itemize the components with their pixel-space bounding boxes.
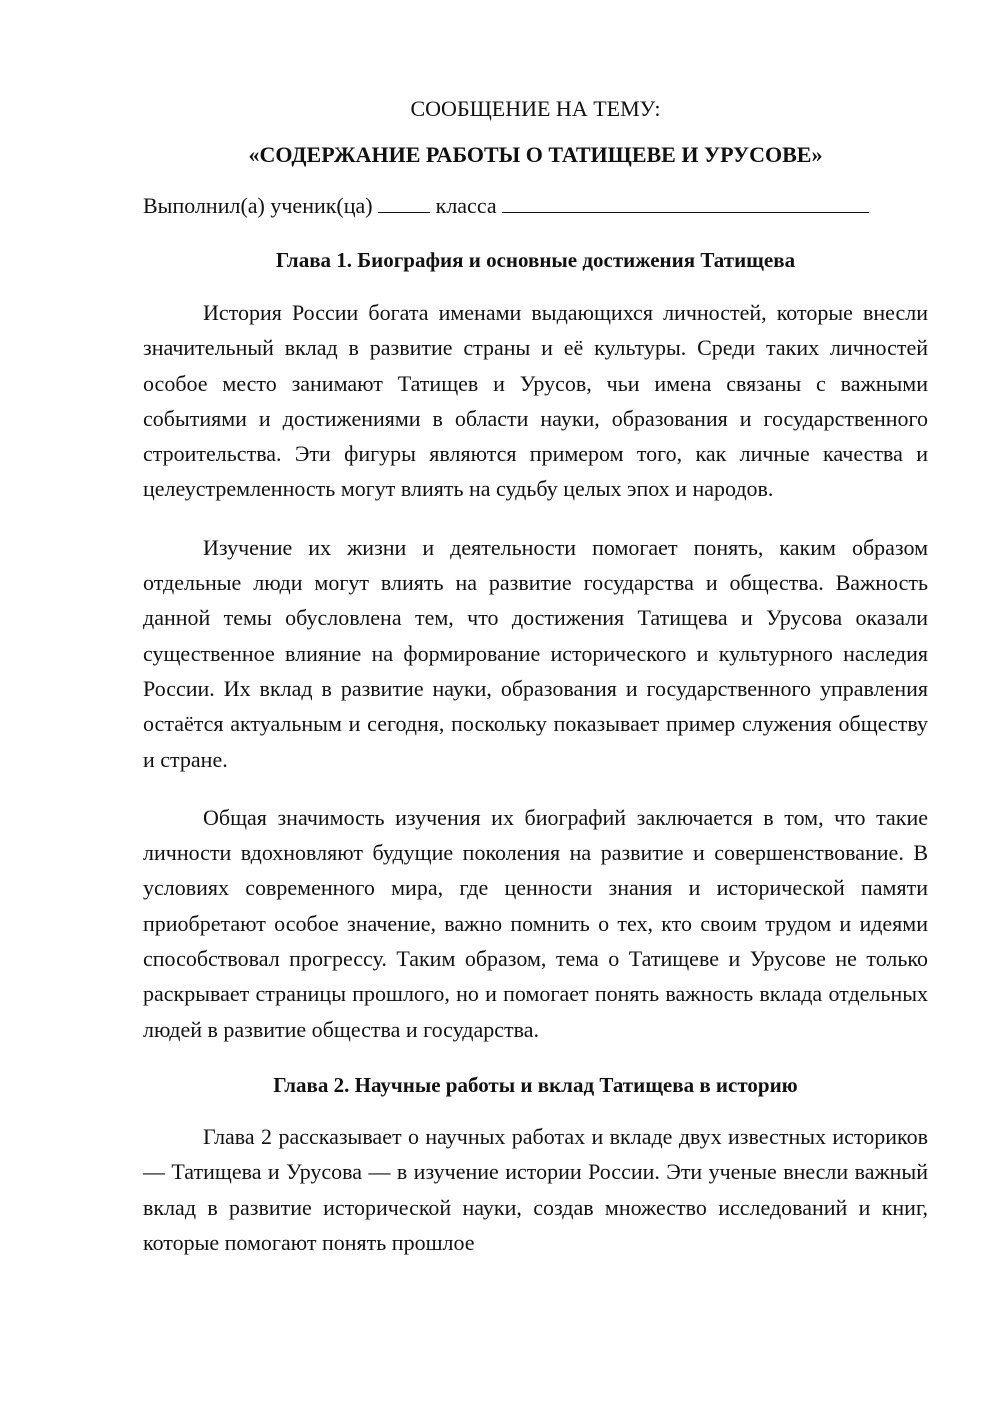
grade-blank [378,190,430,213]
author-line [143,189,928,223]
chapter2-title: Глава 2. Научные работы и вклад Татищева в историю [273,1072,798,1097]
chapter1-paragraph-1: История России богата именами выдающихся личностей, которые внесли значительный вклад в развитие страны и её культуры. Среди таких личностей особое место занимают Татищев и Урусов, чьи имена связаны с важными событиями и достижениями в области науки, образования и государственного строительства. Эти фигуры являются примером того, как личные качества и целеустремленность могут влиять на судьбу целых эпох и народов. [143,300,928,502]
class-name-blank [502,190,869,213]
class-label: класса [435,193,497,218]
author-prefix: Выполнил(а) ученик(ца) [143,193,373,218]
document-heading-line1: СООБЩЕНИЕ НА ТЕМУ: [410,96,661,121]
chapter1-paragraph-2: Изучение их жизни и деятельности помогает понять, каким образом отдельные люди могут влиять на развитие государства и общества. Важность данной темы обусловлена тем, что достижения Татищева и Урусова оказали существенное влияние на формирование исторического и культурного наследия России. Их вклад в развитие науки, образования и государственного управления остаётся актуальным и сегодня, поскольку показывает пример служения обществу и стране. [143,534,928,772]
chapter2-paragraph-1: Глава 2 рассказывает о научных работах и вкладе двух известных историков — Татищева и Урусова — в изучение истории России. Эти ученые внесли важный вклад в развитие исторической науки, создав множество исследований и книг, которые помогают понять прошлое [143,1123,928,1255]
document-body [143,92,928,1260]
chapter1-paragraph-3: Общая значимость изучения их биографий заключается в том, что такие личности вдохновляют будущие поколения на развитие и совершенствование. В условиях современного мира, где ценности знания и исторической памяти приобретают особое значение, важно помнить о тех, кто своим трудом и идеями способствовал прогрессу. Таким образом, тема о Татищеве и Урусове не только раскрывает страницы прошлого, но и помогает понять важность вклада отдельных людей в развитие общества и государства. [143,804,928,1042]
document-title: «СОДЕРЖАНИЕ РАБОТЫ О ТАТИЩЕВЕ И УРУСОВЕ» [248,142,823,167]
chapter1-title: Глава 1. Биография и основные достижения Татищева [275,248,796,272]
